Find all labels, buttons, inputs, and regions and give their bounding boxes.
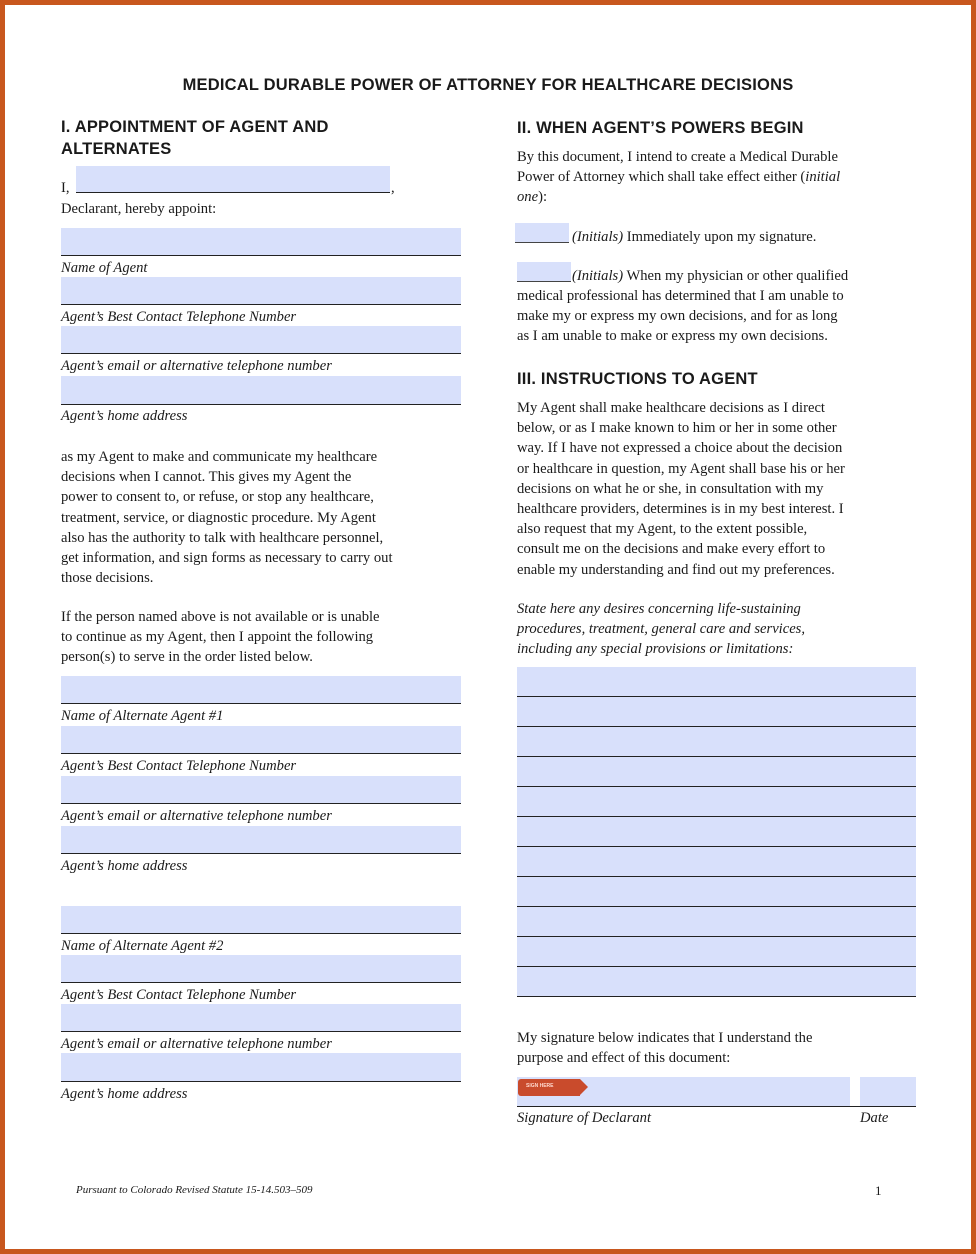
paragraph-line: treatment, service, or diagnostic procedure. My Agent <box>61 509 376 526</box>
paragraph-line: way. If I have not expressed a choice about the decision <box>517 440 843 457</box>
intro-text: ): <box>538 189 547 206</box>
paragraph-line: those decisions. <box>61 570 154 587</box>
paragraph-line: as my Agent to make and communicate my healthcare <box>61 449 378 465</box>
paragraph-line: State here any desires concerning life-sustaining <box>517 601 801 617</box>
intro-italic: one <box>517 189 539 206</box>
sign-here-text: SIGN HERE <box>526 1083 554 1089</box>
paragraph-line: purpose and effect of this document: <box>517 1050 731 1067</box>
alt1-address-field[interactable] <box>61 826 461 854</box>
paragraph-line: including any special provisions or limitations: <box>517 641 794 658</box>
option-incapacity-line1 <box>572 266 848 286</box>
alt2-phone-field[interactable] <box>61 955 461 983</box>
text-area-rule <box>517 846 916 847</box>
paragraph-line: also request that my Agent, to the extent possible, <box>517 521 808 538</box>
alt1-name-field[interactable] <box>61 676 461 704</box>
section-2-heading: II. WHEN AGENT’S POWERS BEGIN <box>517 119 804 137</box>
signature-statement <box>517 1028 917 1068</box>
alt1-email-label: Agent’s email or alternative telephone number <box>61 808 332 824</box>
alt2-address-field[interactable] <box>61 1053 461 1082</box>
text-area-rule <box>517 786 916 787</box>
alt1-name-label: Name of Alternate Agent #1 <box>61 708 224 724</box>
agent-phone-label: Agent’s Best Contact Telephone Number <box>61 309 297 325</box>
agent-email-label: Agent’s email or alternative telephone number <box>61 358 332 374</box>
paragraph-line: enable my understanding and find out my preferences. <box>517 561 835 578</box>
document-title: MEDICAL DURABLE POWER OF ATTORNEY FOR HEALTHCARE DECISIONS <box>182 76 794 94</box>
date-field[interactable] <box>860 1077 916 1106</box>
agent-address-label: Agent’s home address <box>61 408 188 424</box>
paragraph-line: make my or express my own decisions, and for as long <box>517 308 838 325</box>
paragraph-line: My signature below indicates that I understand the <box>517 1030 813 1046</box>
page-number: 1 <box>875 1183 882 1198</box>
initials-label: (Initials) <box>572 268 624 284</box>
option-text: When my physician or other qualified <box>623 268 849 284</box>
paragraph-line: as I am unable to make or express my own decisions. <box>517 328 828 345</box>
agent-phone-field[interactable] <box>61 277 461 305</box>
signature-label: Signature of Declarant <box>517 1110 652 1126</box>
initials-incapacity-field[interactable] <box>517 262 571 282</box>
paragraph-line: medical professional has determined that I am unable to <box>517 288 844 304</box>
instructions-paragraph <box>517 398 917 580</box>
declarant-name-field[interactable] <box>76 166 390 193</box>
section-3-heading: III. INSTRUCTIONS TO AGENT <box>517 370 758 388</box>
intro-italic: initial <box>805 169 841 186</box>
paragraph-line: By this document, I intend to create a Medical Durable <box>517 149 838 165</box>
agent-name-label: Name of Agent <box>61 260 148 276</box>
declarant-prefix: I, <box>61 180 70 196</box>
agent-authority-paragraph <box>61 447 471 588</box>
option-incapacity-rest <box>517 286 917 347</box>
paragraph-line: healthcare providers, determines is in my best interest. I <box>517 501 844 518</box>
agent-email-field[interactable] <box>61 326 461 354</box>
paragraph-line: If the person named above is not available or is unable <box>61 609 380 625</box>
section-1-heading-line2: ALTERNATES <box>61 140 172 158</box>
alt2-email-field[interactable] <box>61 1004 461 1032</box>
paragraph-line: My Agent shall make healthcare decisions as I direct <box>517 400 825 416</box>
alt1-address-label: Agent’s home address <box>61 858 188 874</box>
declarant-label: Declarant, hereby appoint: <box>61 201 217 217</box>
paragraph-line: consult me on the decisions and make every effort to <box>517 541 826 558</box>
agent-name-field[interactable] <box>61 228 461 256</box>
alternates-paragraph <box>61 607 471 668</box>
paragraph-line: also has the authority to talk with healthcare personnel, <box>61 529 384 546</box>
text-area-rule <box>517 726 916 727</box>
text-area-rule <box>517 876 916 877</box>
date-label: Date <box>860 1110 889 1126</box>
desires-text-area[interactable] <box>517 667 916 997</box>
text-area-rule <box>517 966 916 967</box>
alt1-phone-field[interactable] <box>61 726 461 754</box>
paragraph-line: decisions when I cannot. This gives my Agent the <box>61 469 352 486</box>
paragraph-line: to continue as my Agent, then I appoint the following <box>61 629 374 646</box>
paragraph-line: get information, and sign forms as necessary to carry out <box>61 550 393 567</box>
section-2-intro <box>517 147 917 208</box>
signature-underline <box>517 1106 916 1107</box>
section-1-heading-line1: I. APPOINTMENT OF AGENT AND <box>61 118 329 136</box>
paragraph-line: procedures, treatment, general care and services, <box>517 621 806 638</box>
paragraph-line: below, or as I make known to him or her in some other <box>517 420 837 437</box>
alt1-phone-label: Agent’s Best Contact Telephone Number <box>61 758 297 774</box>
text-area-rule <box>517 756 916 757</box>
alt2-name-label: Name of Alternate Agent #2 <box>61 938 224 954</box>
text-area-rule <box>517 816 916 817</box>
section-1-heading <box>61 116 329 160</box>
paragraph-line: or healthcare in question, my Agent shall base his or her <box>517 460 845 477</box>
alt2-email-label: Agent’s email or alternative telephone number <box>61 1036 332 1052</box>
text-area-rule <box>517 696 916 697</box>
alt2-phone-label: Agent’s Best Contact Telephone Number <box>61 987 297 1003</box>
statute-citation: Pursuant to Colorado Revised Statute 15-14.503–509 <box>76 1184 313 1196</box>
agent-address-field[interactable] <box>61 376 461 405</box>
paragraph-line: power to consent to, or refuse, or stop any healthcare, <box>61 489 374 506</box>
declarant-suffix: , <box>391 180 395 196</box>
initials-immediate-field[interactable] <box>515 223 569 243</box>
alt1-email-field[interactable] <box>61 776 461 804</box>
initials-label: (Initials) <box>572 229 624 245</box>
paragraph-line: person(s) to serve in the order listed below. <box>61 649 313 666</box>
desires-prompt <box>517 599 917 660</box>
alt2-address-label: Agent’s home address <box>61 1086 188 1102</box>
text-area-rule <box>517 996 916 997</box>
option-immediate <box>572 227 816 247</box>
paragraph-line <box>517 167 917 187</box>
text-area-rule <box>517 936 916 937</box>
sign-here-tag-icon <box>518 1079 580 1096</box>
paragraph-line <box>517 187 917 207</box>
text-area-rule <box>517 906 916 907</box>
alt2-name-field[interactable] <box>61 906 461 934</box>
paragraph-line: decisions on what he or she, in consultation with my <box>517 480 824 497</box>
intro-text: Power of Attorney which shall take effect either ( <box>517 169 806 186</box>
option-text: Immediately upon my signature. <box>623 229 817 245</box>
